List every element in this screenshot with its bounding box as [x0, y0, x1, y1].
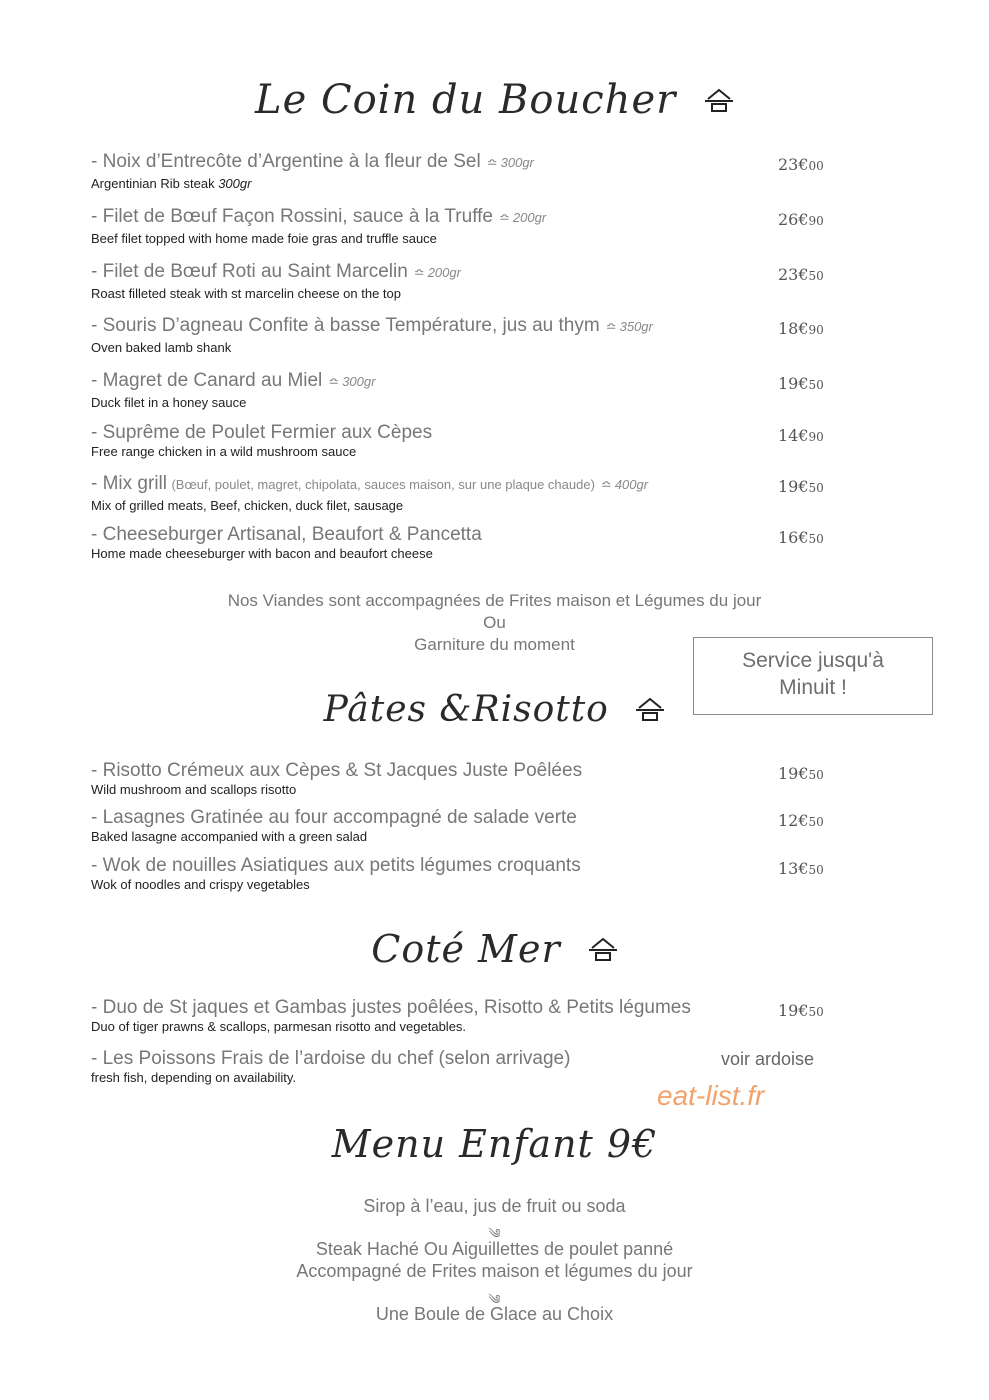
accompaniment-line: Nos Viandes sont accompagnées de Frites maison et Légumes du jour: [227, 591, 762, 610]
price-cents: 50: [808, 378, 824, 392]
item-price: [778, 859, 824, 878]
kids-menu-line: Accompagné de Frites maison et légumes du jour: [296, 1261, 693, 1281]
item-english: fresh fish, depending on availability.: [91, 1070, 296, 1085]
section-title-text: Coté Mer: [371, 926, 561, 971]
price-euros: 23€: [778, 265, 809, 284]
price-cents: 00: [808, 159, 824, 173]
item-weight: [600, 319, 653, 334]
item-english: Roast filleted steak with st marcelin cheese on the top: [91, 286, 401, 301]
menu-item: [91, 206, 831, 246]
item-name: - Suprême de Poulet Fermier aux Cèpes: [91, 422, 433, 443]
price-euros: 19€: [778, 1001, 809, 1020]
item-weight: [481, 155, 534, 170]
menu-item: [91, 151, 831, 191]
price-euros: 19€: [778, 764, 809, 783]
item-english: Oven baked lamb shank: [91, 340, 232, 355]
item-price: [778, 155, 824, 174]
english-text: Argentinian Rib steak: [91, 176, 215, 191]
item-price: [778, 426, 824, 445]
menu-item: [91, 760, 831, 797]
price-cents: 90: [808, 214, 824, 228]
service-line: Minuit !: [779, 676, 847, 699]
item-price: [778, 319, 824, 338]
flourish-icon: ༄: [488, 1292, 501, 1307]
cloche-small-icon: ≏: [328, 374, 340, 389]
section-title-text: Le Coin du Boucher: [255, 77, 677, 123]
menu-item: [91, 997, 831, 1034]
item-name: - Magret de Canard au Miel: [91, 370, 323, 391]
item-name: - Filet de Bœuf Roti au Saint Marcelin: [91, 261, 408, 282]
section-title-kids: [0, 1118, 989, 1166]
item-name: - Wok de nouilles Asiatiques aux petits légumes croquants: [91, 855, 581, 876]
price-euros: 19€: [778, 477, 809, 496]
item-name: - Lasagnes Gratinée au four accompagné de salade verte: [91, 807, 577, 828]
section-title-text: Menu Enfant 9€: [331, 1121, 658, 1166]
price-euros: 26€: [778, 210, 809, 229]
cloche-icon: [635, 696, 665, 722]
item-english: Duck filet in a honey sauce: [91, 395, 247, 410]
menu-item: [91, 524, 831, 561]
item-english: Free range chicken in a wild mushroom sauce: [91, 444, 357, 459]
price-euros: 12€: [778, 811, 809, 830]
menu-item: [91, 370, 831, 410]
item-price: [778, 1001, 824, 1020]
menu-item: [91, 261, 831, 301]
item-english: Wild mushroom and scallops risotto: [91, 782, 297, 797]
cloche-icon: [704, 87, 734, 113]
item-name: - Noix d’Entrecôte d’Argentine à la fleur de Sel: [91, 151, 481, 172]
item-english: Home made cheeseburger with bacon and beaufort cheese: [91, 546, 433, 561]
cloche-small-icon: ≏: [605, 319, 617, 334]
watermark: eat-list.fr: [657, 1080, 765, 1111]
menu-item: [91, 473, 831, 513]
price-cents: 50: [808, 481, 824, 495]
cloche-small-icon: ≏: [600, 477, 612, 492]
item-price: [778, 477, 824, 496]
weight-value: 200gr: [512, 210, 547, 225]
item-weight: [595, 477, 648, 492]
price-euros: 13€: [778, 859, 809, 878]
price-cents: 50: [808, 863, 824, 877]
section-title-sea: [0, 923, 989, 971]
cloche-small-icon: ≏: [413, 265, 425, 280]
menu-item: [91, 807, 831, 844]
price-euros: 16€: [778, 528, 809, 547]
price-cents: 90: [808, 323, 824, 337]
item-name: - Cheeseburger Artisanal, Beaufort & Pancetta: [91, 524, 482, 545]
item-name: - Duo de St jaques et Gambas justes poêlées, Risotto & Petits légumes: [91, 997, 691, 1018]
accompaniment-line: Garniture du moment: [414, 635, 575, 654]
menu-item: [91, 422, 831, 459]
item-name: - Souris D’agneau Confite à basse Température, jus au thym: [91, 315, 600, 336]
cloche-small-icon: ≏: [499, 210, 510, 225]
price-cents: 50: [808, 768, 824, 782]
weight-value: 300gr: [500, 155, 534, 170]
item-name: - Filet de Bœuf Façon Rossini, sauce à la Truffe: [91, 206, 493, 227]
section-title-pasta: [0, 686, 989, 730]
item-price: [778, 265, 824, 284]
price-euros: 19€: [778, 374, 809, 393]
section-title-text: Pâtes &Risotto: [323, 688, 609, 730]
section-title-butcher: [0, 74, 989, 123]
flourish-icon: ༄: [488, 1226, 501, 1241]
item-english: Duo of tiger prawns & scallops, parmesan risotto and vegetables.: [91, 1019, 467, 1034]
item-name: - Risotto Crémeux aux Cèpes & St Jacques Juste Poêlées: [91, 760, 583, 781]
kids-menu-line: Une Boule de Glace au Choix: [375, 1304, 614, 1324]
item-price: [778, 811, 824, 830]
price-euros: 14€: [778, 426, 809, 445]
item-english: Beef filet topped with home made foie gras and truffle sauce: [91, 231, 437, 246]
kids-menu-line: Steak Haché Ou Aiguillettes de poulet panné: [315, 1239, 674, 1259]
item-price: [778, 528, 824, 547]
item-name: - Les Poissons Frais de l’ardoise du chef (selon arrivage): [91, 1048, 571, 1069]
item-english: [91, 176, 831, 191]
item-english: Mix of grilled meats, Beef, chicken, duck filet, sausage: [91, 498, 404, 513]
item-price: [778, 210, 824, 229]
item-price: [778, 374, 824, 393]
item-weight: [408, 265, 461, 280]
price-cents: 50: [808, 532, 824, 546]
item-weight: [493, 210, 546, 225]
item-english: Wok of noodles and crispy vegetables: [91, 877, 310, 892]
service-line: Service jusqu'à: [742, 649, 884, 672]
price-cents: 50: [808, 1005, 824, 1019]
accompaniment-line: Ou: [483, 613, 506, 632]
weight-value: 200gr: [427, 265, 461, 280]
english-weight: 300gr: [218, 176, 252, 191]
menu-item: [91, 855, 831, 892]
cloche-icon: [588, 936, 618, 962]
price-euros: 23€: [778, 155, 809, 174]
price-euros: 18€: [778, 319, 809, 338]
item-note: (Bœuf, poulet, magret, chipolata, sauces maison, sur une plaque chaude): [171, 477, 595, 492]
weight-value: 400gr: [614, 477, 649, 492]
item-weight: [322, 374, 375, 389]
cloche-small-icon: ≏: [486, 155, 498, 170]
item-english: Baked lasagne accompanied with a green salad: [91, 829, 368, 844]
price-cents: 50: [808, 815, 824, 829]
price-cents: 90: [808, 430, 824, 444]
menu-item: [91, 315, 831, 355]
item-name: - Mix grill: [91, 473, 167, 494]
kids-menu-line: Sirop à l’eau, jus de fruit ou soda: [363, 1196, 626, 1216]
price-cents: 50: [808, 269, 824, 283]
weight-value: 300gr: [342, 374, 376, 389]
weight-value: 350gr: [619, 319, 653, 334]
item-price: voir ardoise: [721, 1049, 815, 1069]
item-price: [778, 764, 824, 783]
